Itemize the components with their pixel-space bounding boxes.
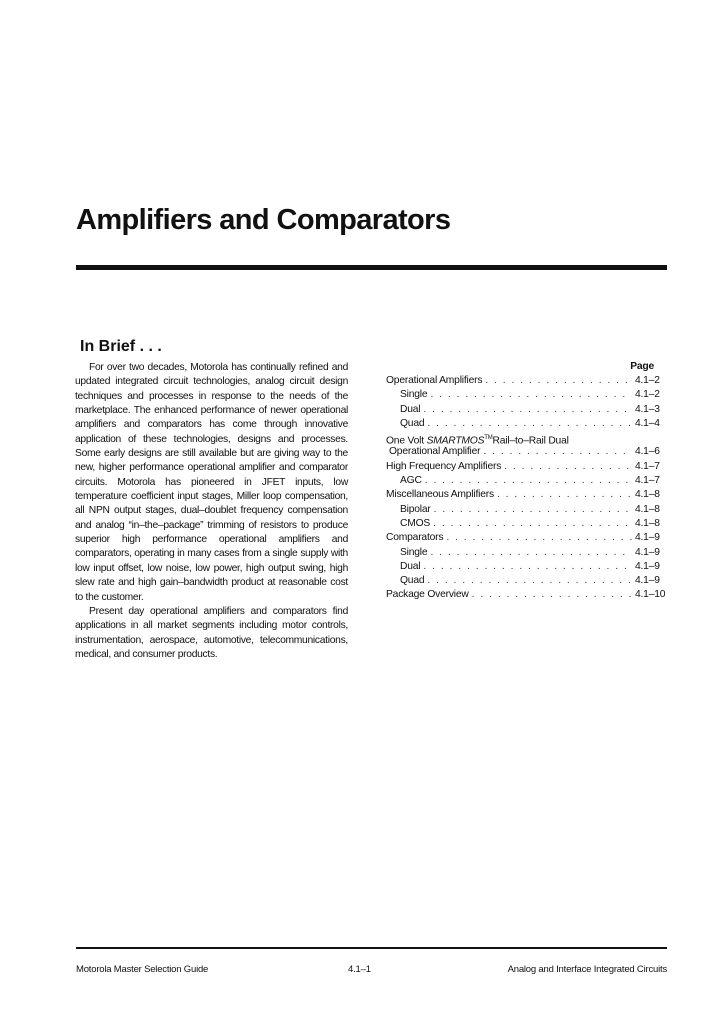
- toc-entry[interactable]: [386, 546, 669, 560]
- toc-entry[interactable]: [386, 517, 669, 531]
- toc-entry[interactable]: [386, 488, 669, 502]
- toc-entry-heading[interactable]: [386, 431, 669, 445]
- toc-leader: [425, 474, 632, 488]
- toc-entry-page: 4.1–6: [635, 446, 660, 458]
- footer-guide-title: Motorola Master Selection Guide: [76, 964, 209, 975]
- toc-entry-page: 4.1–10: [635, 589, 666, 601]
- toc-leader: [504, 460, 632, 474]
- in-brief-body: [75, 361, 348, 662]
- toc-leader: [483, 445, 632, 459]
- toc-entry[interactable]: [386, 588, 669, 602]
- toc-leader: [472, 588, 632, 602]
- toc-leader: [427, 574, 632, 588]
- toc-entry[interactable]: [386, 474, 669, 488]
- toc-page-header: Page: [630, 361, 654, 372]
- toc-entry-label: Operational Amplifier: [389, 446, 481, 458]
- toc-entry-page: 4.1–8: [635, 503, 660, 515]
- toc-entry[interactable]: [386, 560, 669, 574]
- trademark-mark: TM: [484, 435, 493, 442]
- toc-entry-page: 4.1–2: [635, 389, 660, 401]
- page-title: Amplifiers and Comparators: [76, 204, 451, 236]
- toc-entry-label: Bipolar: [400, 503, 431, 515]
- body-paragraph: Present day operational amplifiers and comparators find applications in all market segments including motor controls, instrumentation, aerospace, automotive, telecommunications, medical, and consumer products.: [75, 605, 348, 660]
- toc-label-suffix: Rail–to–Rail Dual: [492, 435, 569, 447]
- toc-entry-label: Operational Amplifiers: [386, 375, 483, 386]
- table-of-contents: [386, 360, 669, 603]
- toc-entry-page: 4.1–2: [635, 375, 660, 386]
- toc-leader: [423, 403, 632, 417]
- toc-entry-label: AGC: [400, 475, 422, 487]
- toc-leader: [446, 531, 632, 545]
- footer-section-title: Analog and Interface Integrated Circuits: [507, 964, 667, 975]
- toc-entry-page: 4.1–8: [635, 489, 660, 501]
- toc-label-italic: SMARTMOS: [426, 435, 485, 447]
- toc-entry-label: Quad: [400, 417, 425, 429]
- toc-leader: [434, 503, 632, 517]
- toc-entry-page: 4.1–9: [635, 546, 660, 558]
- toc-entry-page: 4.1–9: [635, 575, 660, 587]
- toc-leader: [427, 417, 632, 431]
- toc-entry[interactable]: [386, 503, 669, 517]
- toc-entry[interactable]: [386, 417, 669, 431]
- in-brief-heading: In Brief . . .: [80, 338, 162, 355]
- toc-leader: [485, 374, 632, 388]
- toc-entry-label: Comparators: [386, 532, 444, 544]
- toc-entry[interactable]: [386, 388, 669, 402]
- title-divider: [76, 265, 667, 270]
- toc-entry-page: 4.1–4: [635, 417, 660, 429]
- toc-entry-page: 4.1–8: [635, 517, 660, 529]
- toc-entry-page: 4.1–7: [635, 460, 660, 472]
- toc-leader: [497, 488, 632, 502]
- toc-entry-label: High Frequency Amplifiers: [386, 460, 502, 472]
- toc-entry-label: Single: [400, 389, 428, 401]
- toc-entry[interactable]: [386, 374, 669, 388]
- toc-entry-page: 4.1–9: [635, 532, 660, 544]
- toc-entry[interactable]: [386, 531, 669, 545]
- toc-entry-label: Dual: [400, 560, 421, 572]
- toc-leader: [423, 560, 632, 574]
- toc-entry-label: Package Overview: [386, 589, 469, 601]
- toc-leader: [433, 517, 632, 531]
- toc-leader: [430, 546, 632, 560]
- toc-entry[interactable]: [386, 574, 669, 588]
- toc-entry-label: Miscellaneous Amplifiers: [386, 489, 494, 501]
- toc-entry[interactable]: [386, 460, 669, 474]
- toc-entry-label: CMOS: [400, 517, 431, 529]
- toc-entry-page: 4.1–3: [635, 403, 660, 415]
- toc-label-prefix: One Volt: [386, 435, 427, 447]
- footer-divider: [76, 947, 667, 949]
- toc-entry-label: Quad: [400, 575, 425, 587]
- toc-entry[interactable]: [386, 403, 669, 417]
- footer-page-number: 4.1–1: [348, 964, 371, 975]
- body-paragraph: For over two decades, Motorola has continually refined and updated integrated circuit technologies, analog circuit design techniques and processes in response to the needs of the marketplace. The enhanced performance of newer operational amplifiers and comparators has come through innovative application of these technologies, designs and processes. Some early designs are still available but are giving way to the new, higher performance operational amplifier and comparator circuits. Motorola has pioneered in JFET inputs, low temperature coefficient input stages, Miller loop compensation, all NPN output stages, dual–doublet frequency compensation and analog “in–the–package” trimming of resistors to produce superior high performance operational amplifiers and comparators, operating in many cases from a single supply with low input offset, low noise, low power, high output swing, high slew rate and high gain–bandwidth product at reasonable cost to the customer.: [75, 362, 348, 603]
- toc-entry[interactable]: [386, 445, 669, 459]
- toc-entry-page: 4.1–7: [635, 475, 660, 487]
- toc-entry-page: 4.1–9: [635, 560, 660, 572]
- toc-entry-label: Single: [400, 546, 428, 558]
- toc-entry-label: Dual: [400, 403, 421, 415]
- toc-leader: [430, 388, 632, 402]
